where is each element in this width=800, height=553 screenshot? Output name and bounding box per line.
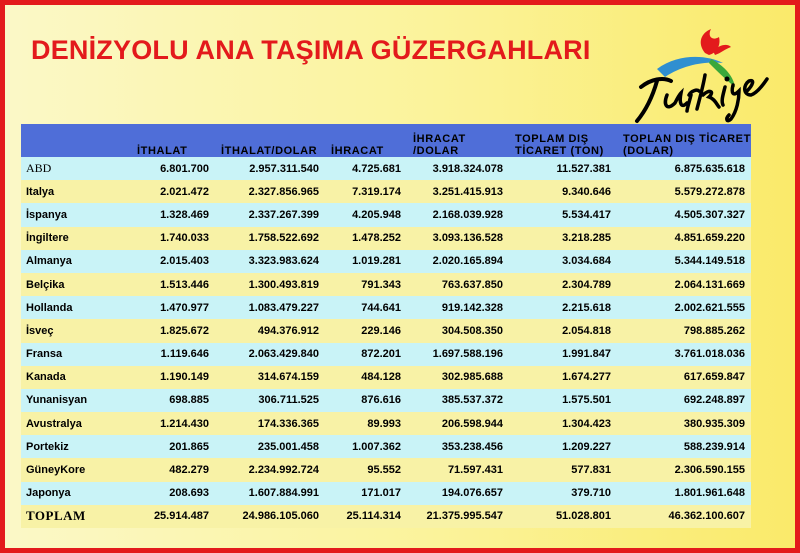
value-cell-toplam-dolar: 4.505.307.327 <box>617 203 751 226</box>
column-header-ithalat-dolar: İTHALAT/DOLAR <box>215 124 325 157</box>
value-cell-ithalat-dolar: 1.758.522.692 <box>215 227 325 250</box>
value-cell-ihracat: 484.128 <box>325 366 407 389</box>
value-cell-ithalat-dolar: 494.376.912 <box>215 319 325 342</box>
country-cell: Japonya <box>21 482 131 505</box>
country-cell: ABD <box>21 157 131 180</box>
value-cell-ithalat: 1.470.977 <box>131 296 215 319</box>
value-cell-ihracat: 4.725.681 <box>325 157 407 180</box>
value-cell-ihracat-dolar: 206.598.944 <box>407 412 509 435</box>
table-row <box>21 343 751 366</box>
value-cell-toplam-dolar: 692.248.897 <box>617 389 751 412</box>
value-cell-toplam-ton: 2.054.818 <box>509 319 617 342</box>
value-cell-ihracat: 1.478.252 <box>325 227 407 250</box>
value-cell-ihracat-dolar: 919.142.328 <box>407 296 509 319</box>
value-cell-toplam-dolar: 4.851.659.220 <box>617 227 751 250</box>
country-cell: Avustralya <box>21 412 131 435</box>
value-cell-ithalat: 1.740.033 <box>131 227 215 250</box>
value-cell-ihracat: 872.201 <box>325 343 407 366</box>
country-cell: Almanya <box>21 250 131 273</box>
value-cell-toplam-ton: 2.215.618 <box>509 296 617 319</box>
value-cell-ithalat: 2.021.472 <box>131 180 215 203</box>
country-cell: İngiltere <box>21 227 131 250</box>
logo-text <box>637 75 767 121</box>
country-cell: İsveç <box>21 319 131 342</box>
value-cell-toplam-dolar: 5.344.149.518 <box>617 250 751 273</box>
value-cell-ithalat-dolar: 2.327.856.965 <box>215 180 325 203</box>
value-cell-toplam-dolar: 617.659.847 <box>617 366 751 389</box>
value-cell-toplam-ton: 1.674.277 <box>509 366 617 389</box>
value-cell-ithalat-dolar: 24.986.105.060 <box>215 505 325 528</box>
shipping-routes-table <box>21 124 751 528</box>
value-cell-ihracat-dolar: 3.251.415.913 <box>407 180 509 203</box>
value-cell-ihracat-dolar: 3.093.136.528 <box>407 227 509 250</box>
value-cell-toplam-dolar: 5.579.272.878 <box>617 180 751 203</box>
value-cell-toplam-ton: 379.710 <box>509 482 617 505</box>
table-header-row <box>21 124 751 157</box>
value-cell-ithalat-dolar: 306.711.525 <box>215 389 325 412</box>
value-cell-ithalat: 2.015.403 <box>131 250 215 273</box>
value-cell-ihracat-dolar: 21.375.995.547 <box>407 505 509 528</box>
column-header-country <box>21 124 131 157</box>
value-cell-ihracat: 7.319.174 <box>325 180 407 203</box>
table-row <box>21 458 751 481</box>
value-cell-toplam-ton: 5.534.417 <box>509 203 617 226</box>
table-row <box>21 250 751 273</box>
value-cell-toplam-dolar: 46.362.100.607 <box>617 505 751 528</box>
value-cell-ithalat-dolar: 2.957.311.540 <box>215 157 325 180</box>
value-cell-ithalat: 1.825.672 <box>131 319 215 342</box>
value-cell-ihracat: 744.641 <box>325 296 407 319</box>
value-cell-ihracat: 1.019.281 <box>325 250 407 273</box>
value-cell-ithalat: 482.279 <box>131 458 215 481</box>
value-cell-ithalat: 1.214.430 <box>131 412 215 435</box>
country-cell: Fransa <box>21 343 131 366</box>
value-cell-ihracat: 89.993 <box>325 412 407 435</box>
table-row <box>21 435 751 458</box>
value-cell-ihracat: 791.343 <box>325 273 407 296</box>
value-cell-toplam-dolar: 2.064.131.669 <box>617 273 751 296</box>
table-row <box>21 180 751 203</box>
column-header-toplam-dolar: TOPLAN DIŞ TİCARET (DOLAR) <box>617 124 751 157</box>
turkey-tulip-logo-icon <box>627 25 777 125</box>
country-cell: Italya <box>21 180 131 203</box>
column-header-ihracat-dolar: İHRACAT /DOLAR <box>407 124 509 157</box>
country-cell: Hollanda <box>21 296 131 319</box>
value-cell-ithalat: 201.865 <box>131 435 215 458</box>
value-cell-toplam-ton: 11.527.381 <box>509 157 617 180</box>
value-cell-toplam-ton: 1.575.501 <box>509 389 617 412</box>
value-cell-ihracat-dolar: 353.238.456 <box>407 435 509 458</box>
value-cell-ihracat: 171.017 <box>325 482 407 505</box>
value-cell-ithalat: 1.119.646 <box>131 343 215 366</box>
value-cell-ithalat-dolar: 235.001.458 <box>215 435 325 458</box>
value-cell-ihracat-dolar: 2.020.165.894 <box>407 250 509 273</box>
value-cell-ithalat-dolar: 1.083.479.227 <box>215 296 325 319</box>
value-cell-toplam-ton: 577.831 <box>509 458 617 481</box>
country-cell: Kanada <box>21 366 131 389</box>
value-cell-toplam-dolar: 380.935.309 <box>617 412 751 435</box>
column-header-ihracat: İHRACAT <box>325 124 407 157</box>
table-row <box>21 319 751 342</box>
table-row <box>21 412 751 435</box>
value-cell-toplam-ton: 3.218.285 <box>509 227 617 250</box>
value-cell-ihracat-dolar: 304.508.350 <box>407 319 509 342</box>
table-row <box>21 203 751 226</box>
value-cell-toplam-dolar: 2.306.590.155 <box>617 458 751 481</box>
value-cell-ithalat: 1.328.469 <box>131 203 215 226</box>
value-cell-toplam-ton: 1.209.227 <box>509 435 617 458</box>
value-cell-ihracat: 229.146 <box>325 319 407 342</box>
value-cell-toplam-dolar: 1.801.961.648 <box>617 482 751 505</box>
value-cell-toplam-dolar: 3.761.018.036 <box>617 343 751 366</box>
table-row <box>21 157 751 180</box>
table-row <box>21 389 751 412</box>
value-cell-ihracat-dolar: 302.985.688 <box>407 366 509 389</box>
country-cell: İspanya <box>21 203 131 226</box>
value-cell-ihracat: 25.114.314 <box>325 505 407 528</box>
value-cell-ithalat-dolar: 3.323.983.624 <box>215 250 325 273</box>
value-cell-ihracat-dolar: 194.076.657 <box>407 482 509 505</box>
value-cell-ithalat-dolar: 2.337.267.399 <box>215 203 325 226</box>
table-total-row <box>21 505 751 528</box>
value-cell-toplam-ton: 9.340.646 <box>509 180 617 203</box>
value-cell-ihracat-dolar: 71.597.431 <box>407 458 509 481</box>
value-cell-toplam-dolar: 6.875.635.618 <box>617 157 751 180</box>
country-cell: Portekiz <box>21 435 131 458</box>
value-cell-ihracat: 876.616 <box>325 389 407 412</box>
value-cell-ihracat: 4.205.948 <box>325 203 407 226</box>
value-cell-ithalat-dolar: 1.300.493.819 <box>215 273 325 296</box>
value-cell-ithalat: 1.190.149 <box>131 366 215 389</box>
table-row <box>21 482 751 505</box>
country-cell: Belçika <box>21 273 131 296</box>
value-cell-ithalat: 6.801.700 <box>131 157 215 180</box>
value-cell-ithalat: 25.914.487 <box>131 505 215 528</box>
value-cell-toplam-ton: 3.034.684 <box>509 250 617 273</box>
value-cell-ihracat-dolar: 763.637.850 <box>407 273 509 296</box>
column-header-ithalat: İTHALAT <box>131 124 215 157</box>
value-cell-ihracat-dolar: 1.697.588.196 <box>407 343 509 366</box>
value-cell-ihracat-dolar: 2.168.039.928 <box>407 203 509 226</box>
value-cell-ihracat-dolar: 3.918.324.078 <box>407 157 509 180</box>
table-row <box>21 227 751 250</box>
value-cell-ihracat: 1.007.362 <box>325 435 407 458</box>
value-cell-ihracat-dolar: 385.537.372 <box>407 389 509 412</box>
value-cell-ithalat: 698.885 <box>131 389 215 412</box>
value-cell-ihracat: 95.552 <box>325 458 407 481</box>
value-cell-toplam-ton: 1.991.847 <box>509 343 617 366</box>
value-cell-toplam-ton: 2.304.789 <box>509 273 617 296</box>
value-cell-toplam-ton: 1.304.423 <box>509 412 617 435</box>
value-cell-toplam-dolar: 2.002.621.555 <box>617 296 751 319</box>
page-title: DENİZYOLU ANA TAŞIMA GÜZERGAHLARI <box>31 35 591 65</box>
value-cell-ithalat-dolar: 2.063.429.840 <box>215 343 325 366</box>
value-cell-toplam-dolar: 588.239.914 <box>617 435 751 458</box>
value-cell-ithalat: 208.693 <box>131 482 215 505</box>
table-row <box>21 366 751 389</box>
value-cell-toplam-dolar: 798.885.262 <box>617 319 751 342</box>
table-row <box>21 296 751 319</box>
value-cell-ithalat: 1.513.446 <box>131 273 215 296</box>
value-cell-ithalat-dolar: 1.607.884.991 <box>215 482 325 505</box>
country-cell: GüneyKore <box>21 458 131 481</box>
value-cell-ithalat-dolar: 174.336.365 <box>215 412 325 435</box>
value-cell-ithalat-dolar: 314.674.159 <box>215 366 325 389</box>
country-cell: Yunanisyan <box>21 389 131 412</box>
table-row <box>21 273 751 296</box>
value-cell-ithalat-dolar: 2.234.992.724 <box>215 458 325 481</box>
country-cell: TOPLAM <box>21 505 131 528</box>
column-header-toplam-ton: TOPLAM DIŞ TİCARET (TON) <box>509 124 617 157</box>
value-cell-toplam-ton: 51.028.801 <box>509 505 617 528</box>
